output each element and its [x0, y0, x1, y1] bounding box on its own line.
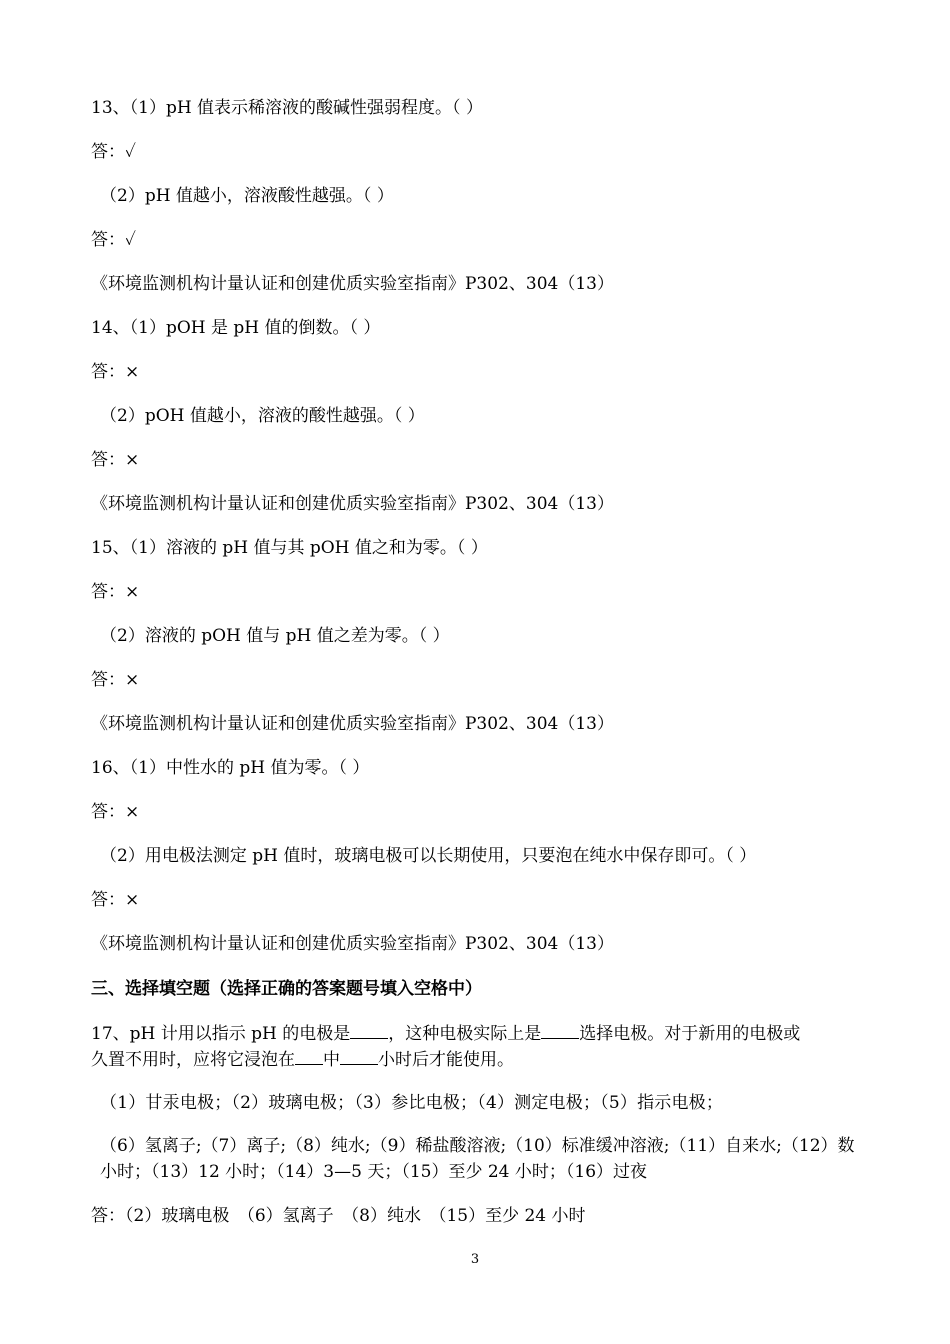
- q17-text-1: 17、pH 计用以指示 pH 的电极是: [91, 1024, 351, 1044]
- q17-blank-3: [295, 1048, 323, 1065]
- q17-text-2: ，这种电极实际上是: [388, 1024, 542, 1044]
- q17-options-1: （1）甘汞电极；（2）玻璃电极；（3）参比电极；（4）测定电极；（5）指示电极；: [100, 1093, 724, 1113]
- q13-answer1: 答：✓: [91, 142, 136, 162]
- q17-text-5: 中: [323, 1050, 340, 1070]
- q16-answer2: 答：×: [91, 890, 140, 910]
- q16-reference: 《环境监测机构计量认证和创建优质实验室指南》P302、304（13）: [91, 934, 614, 954]
- section-heading: 三、选择填空题（选择正确的答案题号填入空格中）: [91, 979, 482, 999]
- q14-answer2: 答：×: [91, 450, 140, 470]
- q17-blank-2: [541, 1022, 579, 1039]
- q17-blank-1: [350, 1022, 388, 1039]
- q17-blank-4: [340, 1048, 378, 1065]
- q17-options-2: （6）氢离子;（7）离子;（8）纯水;（9）稀盐酸溶液;（10）标准缓冲溶液;（11）自来水;（12）数小时；（13）12 小时；（14）3—5 天；（15）至少 24 小时；（16）过夜: [100, 1136, 855, 1182]
- q13-answer2: 答：✓: [91, 230, 136, 250]
- q15-answer2: 答：×: [91, 670, 140, 690]
- q15-answer1: 答：×: [91, 582, 140, 602]
- q15-reference: 《环境监测机构计量认证和创建优质实验室指南》P302、304（13）: [91, 714, 614, 734]
- q13-part2: （2）pH 值越小，溶液酸性越强。（ ）: [100, 186, 394, 206]
- q13-part1: 13、（1）pH 值表示稀溶液的酸碱性强弱程度。（ ）: [91, 98, 483, 118]
- q14-part2: （2）pOH 值越小，溶液的酸性越强。（ ）: [100, 406, 425, 426]
- q17-text-4: 久置不用时，应将它浸泡在: [91, 1050, 295, 1070]
- q17-answer: 答：（2）玻璃电极 （6）氢离子 （8）纯水 （15）至少 24 小时: [91, 1206, 586, 1226]
- q17-text-3: 选择电极。对于新用的电极或: [579, 1024, 801, 1044]
- q17-stem-line2: [91, 1048, 514, 1071]
- q17-stem-line1: [91, 1022, 800, 1045]
- q14-answer1: 答：×: [91, 362, 140, 382]
- q16-answer1: 答：×: [91, 802, 140, 822]
- q13-reference: 《环境监测机构计量认证和创建优质实验室指南》P302、304（13）: [91, 274, 614, 294]
- q14-part1: 14、（1）pOH 是 pH 值的倒数。（ ）: [91, 318, 381, 338]
- q15-part1: 15、（1）溶液的 pH 值与其 pOH 值之和为零。（ ）: [91, 538, 488, 558]
- q15-part2: （2）溶液的 pOH 值与 pH 值之差为零。（ ）: [100, 626, 450, 646]
- q16-part1: 16、（1）中性水的 pH 值为零。（ ）: [91, 758, 370, 778]
- q16-part2: （2）用电极法测定 pH 值时，玻璃电极可以长期使用，只要泡在纯水中保存即可。（ ）: [100, 846, 757, 866]
- page-number: 3: [470, 1252, 480, 1267]
- q14-reference: 《环境监测机构计量认证和创建优质实验室指南》P302、304（13）: [91, 494, 614, 514]
- q17-text-6: 小时后才能使用。: [378, 1050, 514, 1070]
